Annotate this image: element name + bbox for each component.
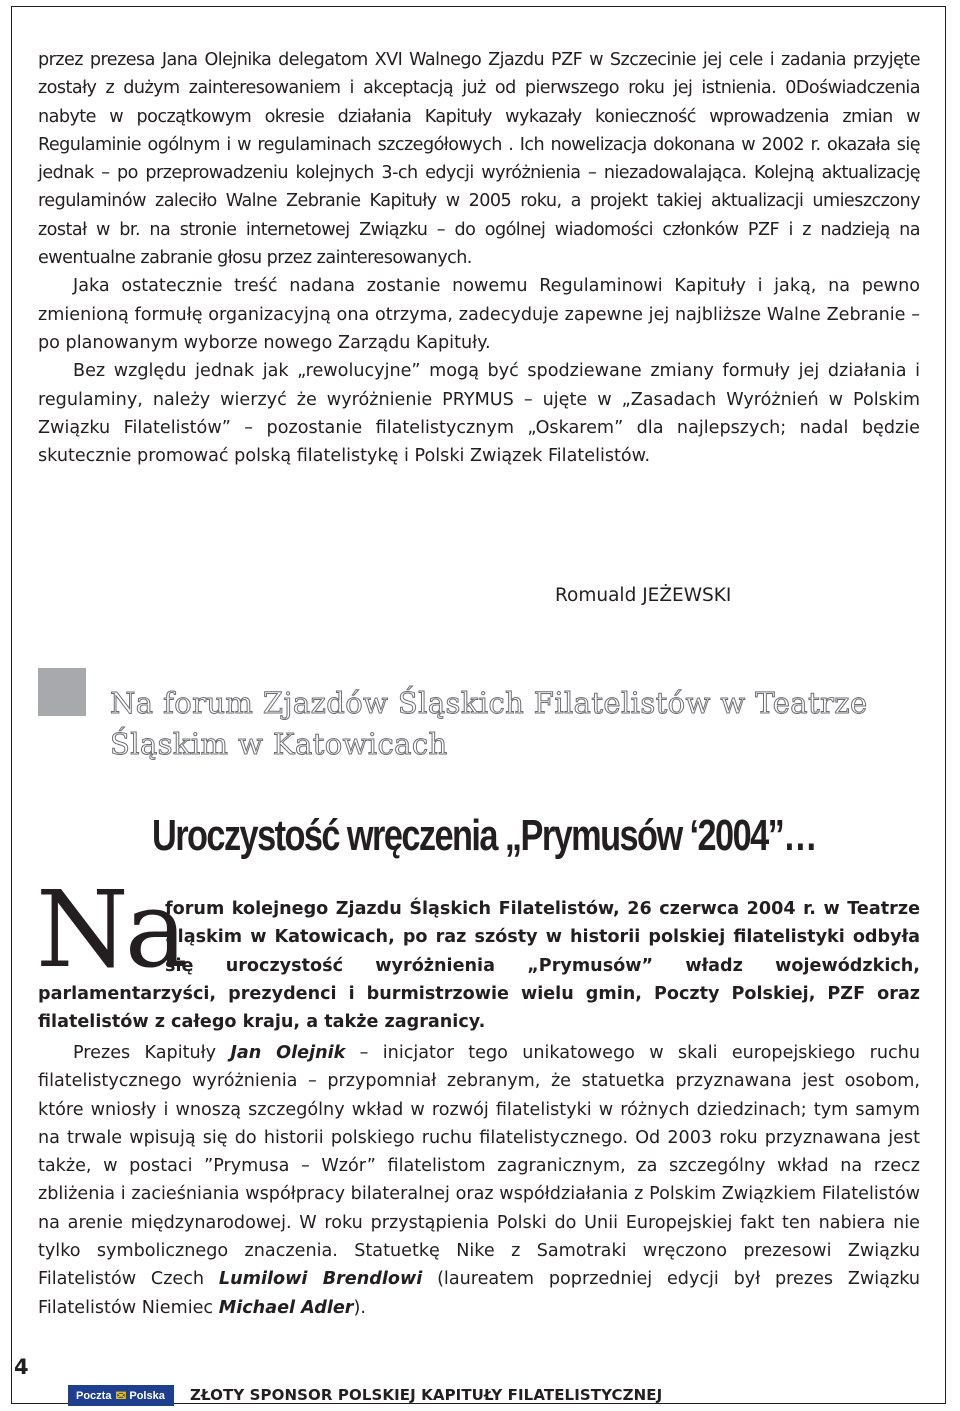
logo-word: Poczta — [76, 1389, 112, 1402]
article-title: Uroczystość wręczenia „Prymusów ‘2004”… — [152, 811, 817, 860]
sponsor-footer: ZŁOTY SPONSOR POLSKIEJ KAPITUŁY FILATELISTYCZNEJ — [190, 1386, 663, 1404]
body-text: Prezes Kapituły — [73, 1043, 231, 1063]
article-continuation — [38, 46, 920, 470]
drop-cap: Na — [36, 868, 184, 991]
post-horn-icon: ✉ — [115, 1387, 127, 1403]
body-text: – inicjator tego unikatowego w skali europejskiego ruchu filatelistycznego wyróżnienia – przypomniał zebranym, że statuetka przyznawana jest osobom, które wniosły i wnoszą szczególny wkład w rozwój filatelistyki w różnych dziedzinach; tym samym na trwale wpisują się do historii polskiego ruchu filatelistycznego. Od 2003 roku przyznawana jest także, w postaci ”Prymusa – Wzór” filatelistom zagranicznym, za szczególny wkład na rzecz zbliżenia i zacieśniania współpracy bilateralnej oraz współdziałania z Polskim Związkiem Filatelistów na arenie międzynarodowej. W roku przystąpienia Polski do Unii Europejskiej fakt ten nabiera nie tylko symbolicznego znaczenia. Statuetkę Nike z Samotraki wręczono prezesowi Związku Filatelistów Czech — [38, 1043, 920, 1290]
paragraph-2: Jaka ostatecznie treść nadana zostanie nowemu Regulaminowi Kapituły i jaką, na pewno zmienioną formułę organizacyjną ona otrzyma, zadecyduje zapewne jej najbliższe Walne Zebranie – po planowanym wyborze nowego Zarządu Kapituły. — [38, 276, 920, 353]
person-name: Lumilowi Brendlowi — [218, 1269, 423, 1290]
section-marker — [38, 668, 86, 716]
body-text: (laureatem poprzedniej edycji był prezes Związku Filatelistów Niemiec — [38, 1269, 921, 1318]
body-paragraph — [38, 1039, 920, 1322]
signature: Romuald JEŻEWSKI — [555, 585, 732, 606]
page-number: 4 — [14, 1355, 29, 1379]
section-title: Na forum Zjazdów Śląskich Filatelistów w Teatrze Śląskim w Katowicach — [110, 686, 868, 761]
lead-paragraph — [38, 895, 920, 1036]
paragraph-3: Bez względu jednak jak „rewolucyjne” mogą być spodziewane zmiany formuły jej działania i regulaminy, należy wierzyć że wyróżnienie PRYMUS – ujęte w „Zasadach Wyróżnień w Polskim Związku Filatelistów” – pozostanie filatelistycznym „Oskarem” dla najlepszych; nadal będzie skutecznie promować polską filatelistykę i Polski Związek Filatelistów. — [38, 361, 920, 467]
person-name: Michael Adler — [218, 1297, 354, 1318]
intro-paragraph: przez prezesa Jana Olejnika delegatom XVI Walnego Zjazdu PZF w Szczecinie jej cele i zadania przyjęte zostały z dużym zainteresowaniem i akceptacją już od pierwszego roku jej istnienia. 0Doświadczenia nabyte w początkowym okresie działania Kapituły wykazały konieczność wprowadzenia zmian w Regulaminie ogólnym i w regulaminach szczegółowych . Ich nowelizacja dokonana w 2002 r. okazała się jednak – po przeprowadzeniu kolejnych 3-ch edycji wyróżnienia – niezadowalająca. Kolejną aktualizację regulaminów zaleciło Walne Zebranie Kapituły w 2005 roku, a projekt takiej aktualizacji umieszczony został w br. na stronie internetowej Związku – do ogólnej wiadomości członków PZF i z nadzieją na ewentualne zabranie głosu przez zainteresowanych. — [38, 50, 920, 269]
poczta-polska-logo — [68, 1385, 174, 1406]
body-text: ). — [353, 1297, 366, 1318]
person-name: Jan Olejnik — [230, 1043, 346, 1063]
logo-word: Polska — [129, 1389, 165, 1402]
article-body — [38, 1039, 920, 1322]
lead-text: forum kolejnego Zjazdu Śląskich Filatelistów, 26 czerwca 2004 r. w Teatrze Śląskim w Katowicach, po raz szósty w historii polskiej filatelistyki odbyła się uroczystość wyróżnienia „Prymusów” władz wojewódzkich, parlamentarzyści, prezydenci i burmistrzowie wielu gmin, Poczty Polskiej, PZF oraz filatelistów z całego kraju, a także zagranicy. — [38, 899, 920, 1033]
